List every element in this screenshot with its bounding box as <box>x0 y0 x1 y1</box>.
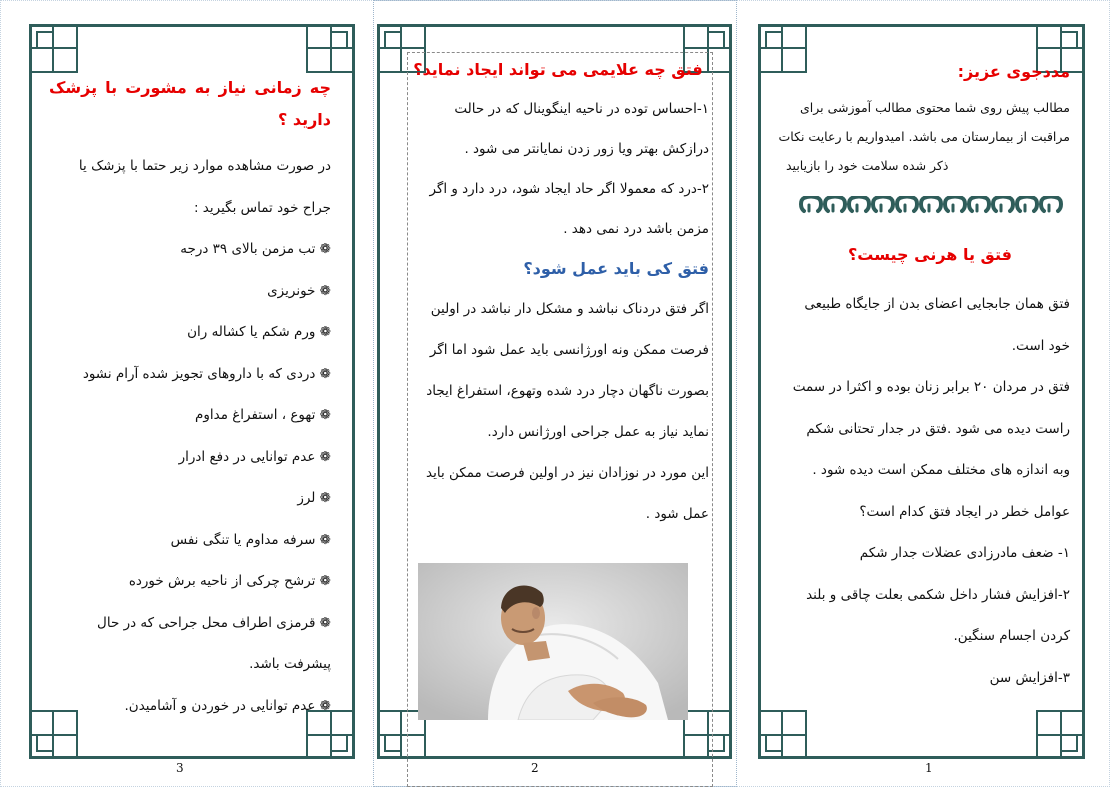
text-line: خود است. <box>1011 337 1070 354</box>
intro-line: مراقبت از بیمارستان می باشد. امیدواریم با رعایت نکات <box>778 129 1070 144</box>
text-line: درازکش بهتر ویا زور زدن نمایانتر می شود . <box>464 141 709 157</box>
corner-ornament <box>29 24 78 73</box>
symptoms-heading: فتق چه علایمی می تواند ایجاد نماید؟ <box>413 60 703 79</box>
greeting-title: مددجوی عزیز: <box>957 62 1070 81</box>
text-line: ❁ سرفه مداوم یا تنگی نفس <box>170 531 331 548</box>
text-line: ❁ خونریزی <box>267 282 331 299</box>
panel-1-body <box>778 240 1070 699</box>
text-line: کردن اجسام سنگین. <box>953 628 1070 644</box>
text-line: پیشرفت باشد. <box>249 656 331 672</box>
text-line: ❁ ورم شکم یا کشاله ران <box>187 324 331 340</box>
text-line: ❁ لرز <box>297 490 331 506</box>
text-line: ۲-درد که معمولا اگر حاد ایجاد شود، درد دارد و اگر <box>429 181 709 197</box>
text-line: اگر فتق دردناک نباشد و مشکل دار نباشد در اولین <box>430 301 709 317</box>
text-line: فتق همان جابجایی اعضای بدن از جایگاه طبیعی <box>804 296 1070 312</box>
text-line: جراح خود تماس بگیرید : <box>193 199 331 216</box>
text-line: ❁ تهوع ، استفراغ مداوم <box>194 407 331 423</box>
panel-2-content <box>407 55 709 535</box>
text-line: عوامل خطر در ایجاد فتق کدام است؟ <box>859 503 1070 520</box>
panel-3-content <box>49 72 331 727</box>
text-line: بصورت ناگهان دچار درد شده وتهوع، استفراغ ایجاد <box>426 383 709 399</box>
text-line: راست دیده می شود .فتق در جدار تحتانی شکم <box>806 420 1070 437</box>
text-line: فرصت ممکن ونه اورژانسی باید عمل شود اما اگر <box>429 342 709 358</box>
chain-ornament <box>799 196 1069 216</box>
text-line: مزمن باشد درد نمی دهد . <box>563 221 709 237</box>
page-number: 3 <box>176 761 184 775</box>
text-line: وبه اندازه های مختلف ممکن است دیده شود . <box>812 462 1070 478</box>
text-line: ❁ قرمزی اطراف محل جراحی که در حال <box>97 614 331 631</box>
text-line: عمل شود . <box>645 506 709 522</box>
doctor-heading: چه زمانی نیاز به مشورت با پزشک دارید ؟ <box>49 78 331 129</box>
text-line: ❁ ترشح چرکی از ناحیه برش خورده <box>128 573 331 589</box>
text-line: ۲-افزایش فشار داخل شکمی بعلت چاقی و بلند <box>806 586 1070 603</box>
text-line: ❁ تب مزمن بالای ۳۹ درجه <box>180 241 331 257</box>
text-line: این مورد در نوزادان نیز در اولین فرصت ممکن باید <box>426 465 709 481</box>
text-line: ۱-احساس توده در ناحیه اینگوینال که در حالت <box>454 101 709 117</box>
text-line: ❁ دردی که با داروهای تجویز شده آرام نشود <box>82 365 331 382</box>
text-line: ۳-افزایش سن <box>989 669 1070 686</box>
corner-ornament <box>758 710 807 759</box>
corner-ornament <box>1036 710 1085 759</box>
page-number: 2 <box>531 761 539 775</box>
text-line: نماید نیاز به عمل جراحی اورژانس دارد. <box>487 424 709 440</box>
hernia-heading: فتق یا هرنی چیست؟ <box>848 245 1012 264</box>
text-line: ❁ عدم توانایی در دفع ادرار <box>178 448 331 465</box>
text-line: ۱- ضعف مادرزادی عضلات جدار شکم <box>859 545 1070 561</box>
intro-line: ذکر شده سلامت خود را بازیابید <box>786 158 949 173</box>
surgery-heading: فتق کی باید عمل شود؟ <box>523 259 709 278</box>
panel-1-content <box>778 58 1070 180</box>
patient-photo <box>418 563 688 720</box>
corner-ornament <box>306 24 355 73</box>
text-line: در صورت مشاهده موارد زیر حتما با پزشک یا <box>78 158 331 174</box>
text-line: فتق در مردان ۲۰ برابر زنان بوده و اکثرا در سمت <box>792 379 1070 395</box>
intro-line: مطالب پیش روی شما محتوی مطالب آموزشی برای <box>799 100 1070 115</box>
text-line: ❁ عدم توانایی در خوردن و آشامیدن. <box>124 697 331 714</box>
page-number: 1 <box>925 761 933 775</box>
